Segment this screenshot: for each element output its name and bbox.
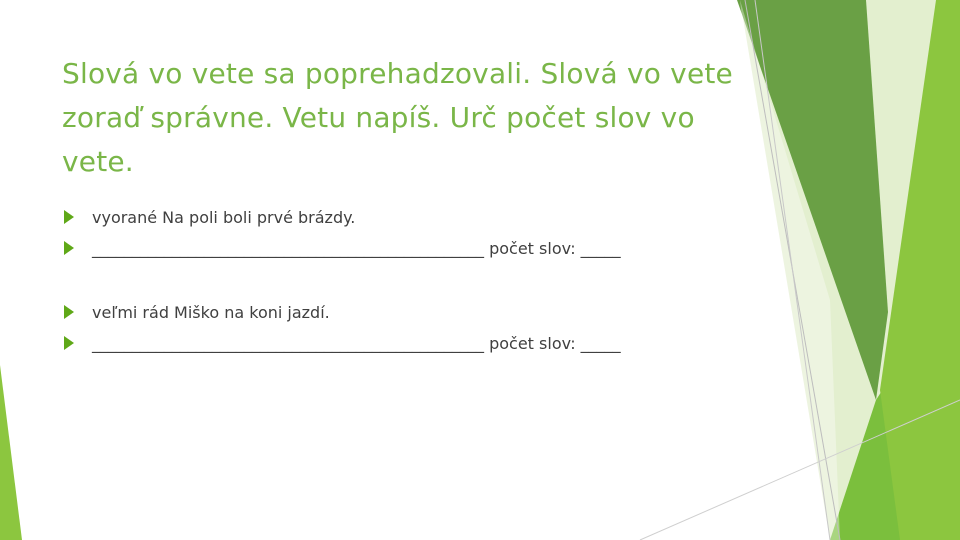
bullet-text: _________________________________________________ počet slov: _____ bbox=[92, 238, 621, 258]
left-sliver bbox=[0, 365, 22, 540]
right-triangle-arrow-icon bbox=[62, 241, 76, 255]
bullet-text: veľmi rád Miško na koni jazdí. bbox=[92, 302, 330, 322]
right-triangle-arrow-icon bbox=[62, 210, 76, 224]
bullet-item bbox=[62, 205, 355, 229]
right-triangle-arrow-icon bbox=[62, 305, 76, 319]
slide-title: Slová vo vete sa poprehadzovali. Slová vo vete zoraď správne. Vetu napíš. Urč počet slov vo vete. bbox=[62, 57, 733, 178]
right-triangle-arrow-icon bbox=[62, 336, 76, 350]
bullet-text: vyorané Na poli boli prvé brázdy. bbox=[92, 207, 356, 227]
bullet-text: _________________________________________________ počet slov: _____ bbox=[92, 333, 621, 353]
bullet-item bbox=[62, 300, 330, 324]
bullet-item bbox=[62, 236, 621, 260]
bullet-item bbox=[62, 331, 621, 355]
